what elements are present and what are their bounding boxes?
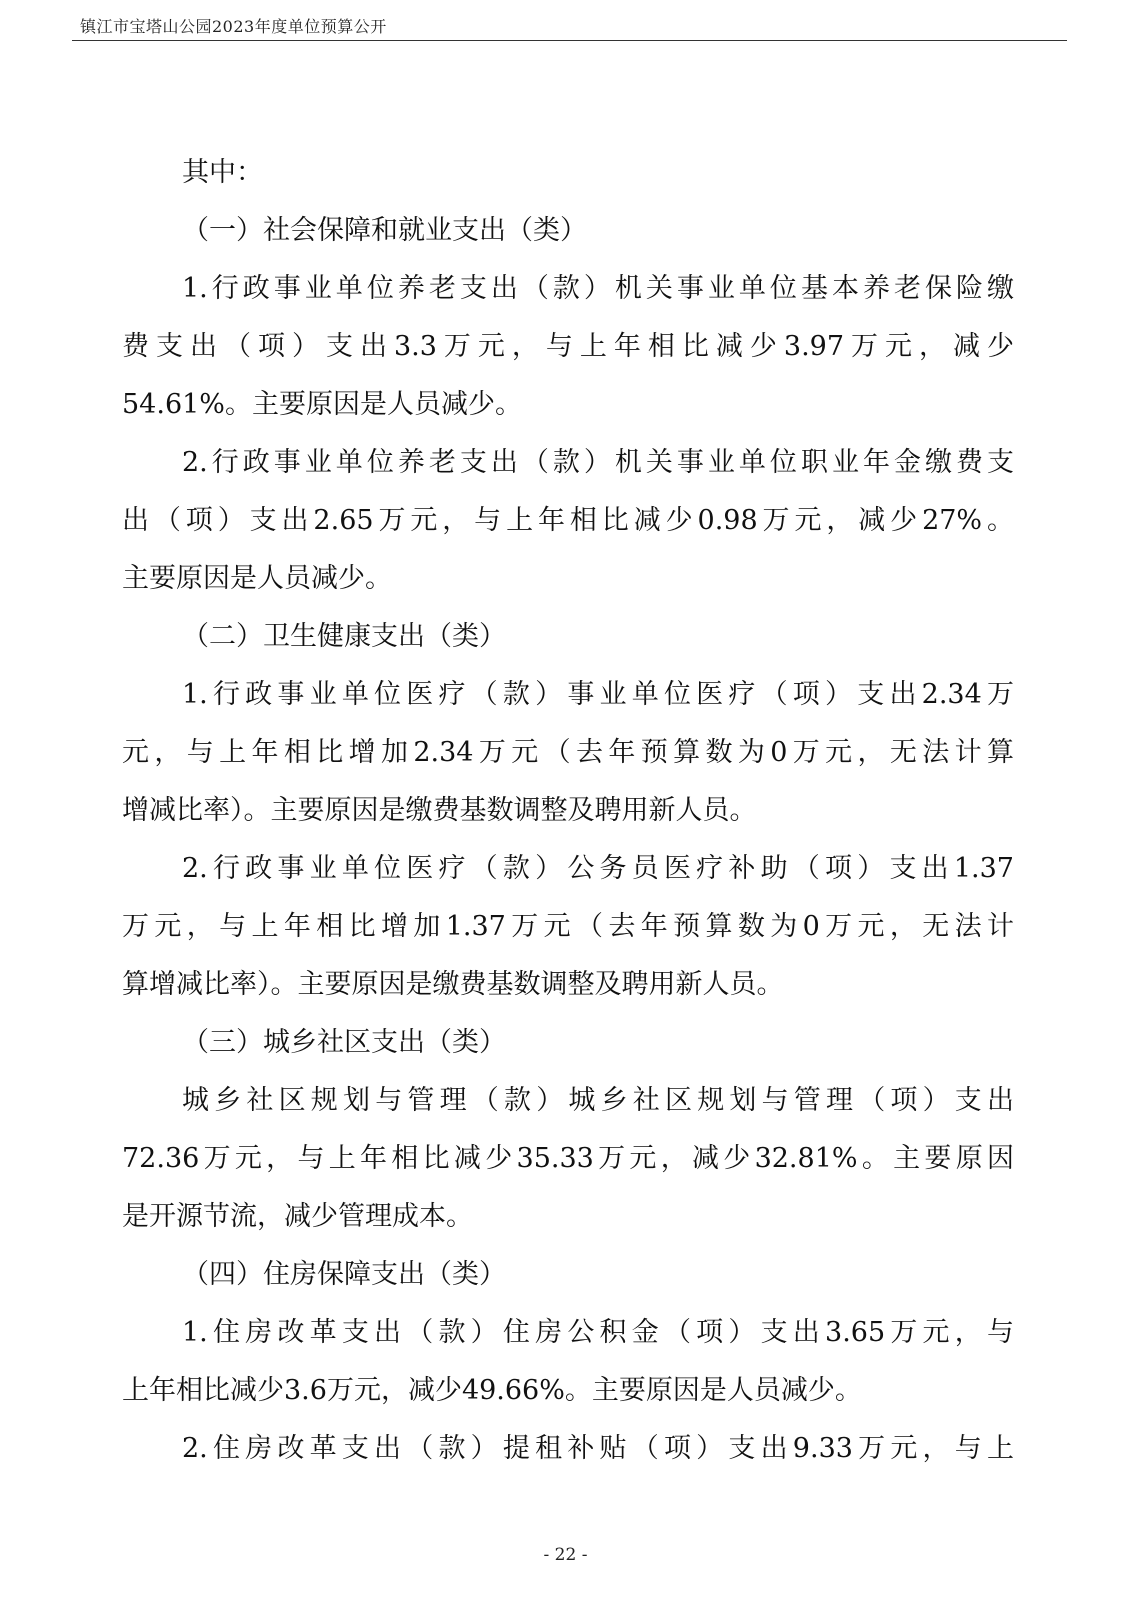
paragraph-line: 主要原因是人员减少。	[122, 563, 392, 594]
paragraph-line: 1.行政事业单位养老支出（款）机关事业单位基本养老保险缴	[182, 273, 1014, 304]
paragraph-line: 2.行政事业单位养老支出（款）机关事业单位职业年金缴费支	[182, 447, 1014, 478]
paragraph-line: 元，与上年相比增加2.34万元（去年预算数为0万元，无法计算	[122, 737, 1014, 768]
page-header-title: 镇江市宝塔山公园2023年度单位预算公开	[80, 17, 387, 36]
paragraph-line: 72.36万元，与上年相比减少35.33万元，减少32.81%。主要原因	[122, 1143, 1014, 1174]
paragraph-line: 算增减比率）。主要原因是缴费基数调整及聘用新人员。	[122, 969, 784, 1000]
paragraph-line: 2.住房改革支出（款）提租补贴（项）支出9.33万元，与上	[182, 1433, 1014, 1464]
paragraph-line: 1.行政事业单位医疗（款）事业单位医疗（项）支出2.34万	[182, 679, 1014, 710]
paragraph-line: 出（项）支出2.65万元，与上年相比减少0.98万元，减少27%。	[122, 505, 1014, 536]
document-body	[122, 144, 1014, 1478]
section-heading-housing: （四）住房保障支出（类）	[182, 1259, 506, 1290]
section-heading-health: （二）卫生健康支出（类）	[182, 621, 506, 652]
paragraph-line: 1.住房改革支出（款）住房公积金（项）支出3.65万元，与	[182, 1317, 1014, 1348]
section-heading-urban-rural: （三）城乡社区支出（类）	[182, 1027, 506, 1058]
paragraph-line: 费支出（项）支出3.3万元，与上年相比减少3.97万元，减少	[122, 331, 1014, 362]
intro-line: 其中：	[182, 157, 263, 188]
paragraph-line: 上年相比减少3.6万元，减少49.66%。主要原因是人员减少。	[122, 1375, 862, 1406]
paragraph-line: 2.行政事业单位医疗（款）公务员医疗补助（项）支出1.37	[182, 853, 1014, 884]
paragraph-line: 万元，与上年相比增加1.37万元（去年预算数为0万元，无法计	[122, 911, 1014, 942]
header-divider	[72, 40, 1067, 41]
section-heading-social-security: （一）社会保障和就业支出（类）	[182, 215, 587, 246]
paragraph-line: 是开源节流，减少管理成本。	[122, 1201, 473, 1232]
paragraph-line: 城乡社区规划与管理（款）城乡社区规划与管理（项）支出	[182, 1085, 1014, 1116]
paragraph-line: 54.61%。主要原因是人员减少。	[122, 389, 522, 420]
paragraph-line: 增减比率）。主要原因是缴费基数调整及聘用新人员。	[122, 795, 757, 826]
page-number: - 22 -	[543, 1545, 588, 1565]
